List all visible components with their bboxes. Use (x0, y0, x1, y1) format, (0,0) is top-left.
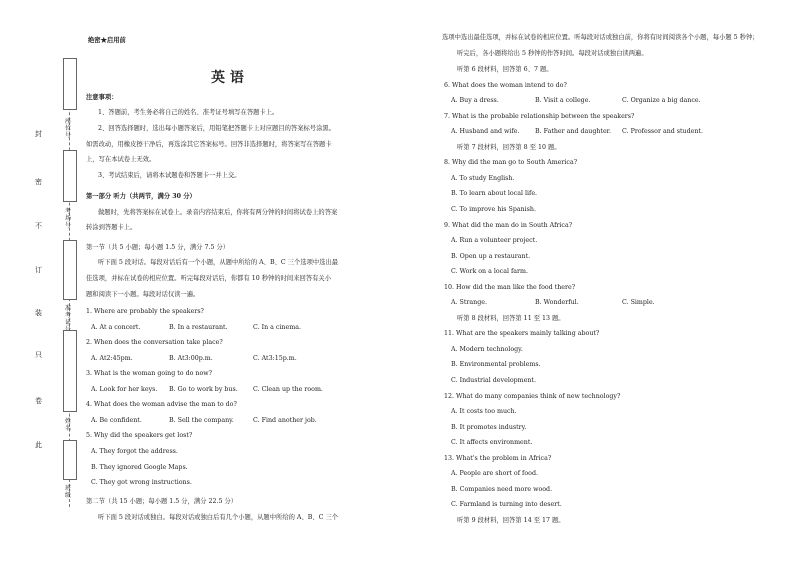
margin-label: 准考证 (64, 305, 71, 326)
seal-char: 卷 (35, 397, 42, 405)
option: B. They ignored Google Maps. (91, 463, 188, 471)
question-text: 10. How did the man like the food there? (444, 283, 576, 291)
option: C. Simple. (622, 299, 655, 307)
option: A. At2:45pm. (91, 355, 133, 362)
notice-line: 2、回答选择题时，选出每小题答案后，用铅笔把答题卡上对应题目的答案标号涂黑。 (98, 125, 335, 132)
section2-intro-line: 选项中选出最佳选项，并标在试卷的相应位置。听每段对话或独白前，你将有时间阅读各个小题，每小题 5 秒钟； (442, 34, 759, 41)
option: C. Industrial development. (451, 377, 536, 384)
option: C. In a cinema. (253, 324, 301, 331)
option: B. In a restaurant. (169, 324, 228, 331)
part1-text-line: 做题时，先将答案标在试卷上。录音内容结束后，你将有两分钟的时间将试卷上的答案 (98, 209, 338, 216)
option: B. Father and daughter. (535, 128, 611, 136)
margin-blank-box (63, 150, 77, 202)
option: A. It costs too much. (451, 408, 517, 416)
option: B. Environmental problems. (451, 361, 541, 369)
option: C. Find another job. (253, 417, 317, 424)
part1-title: 第一部分 听力（共两节，满分 30 分） (86, 193, 196, 200)
question-text: 12. What do many companies think of new technology? (444, 392, 621, 400)
part1-text-line: 转涂到答题卡上。 (86, 224, 137, 231)
margin-blank-box (63, 440, 77, 480)
seal-char: 此 (35, 441, 42, 449)
margin-blank-box (63, 330, 77, 412)
seal-char: 封 (35, 130, 42, 138)
seal-char: 订 (35, 266, 42, 274)
section-note: 听第 6 段材料，回答第 6、7 题。 (457, 66, 553, 73)
option: A. Modern technology. (451, 345, 523, 353)
option: B. Visit a college. (535, 97, 591, 105)
option: A. To study English. (451, 174, 515, 182)
seal-char: 密 (35, 178, 42, 186)
notice-line: 1、答题前，考生务必将自己的姓名、准考证号填写在答题卡上。 (98, 109, 279, 116)
section2-title: 第二节（共 15 小题；每小题 1.5 分，满分 22.5 分） (86, 498, 238, 505)
margin-label: 班级 (64, 485, 71, 499)
option: A. At a concert. (91, 324, 141, 331)
option: C. Organize a big dance. (622, 97, 701, 105)
option: C. To improve his Spanish. (451, 205, 536, 213)
section1-text-line: 听下面 5 段对话。每段对话后有一个小题，从题中所给的 A、B、C 三个选项中选出最 (98, 259, 339, 266)
section2-intro-line: 听完后，各小题将给出 5 秒钟的作答时间。每段对话或独白读两遍。 (457, 50, 648, 57)
section1-text-line: 题和阅读下一小题。每段对话仅读一遍。 (86, 291, 200, 298)
question-text: 2. When does the conversation take place? (86, 339, 223, 346)
seal-char: 不 (35, 222, 42, 230)
option: B. At3:00p.m. (169, 355, 213, 362)
question-text: 5. Why did the speakers get lost? (86, 432, 193, 439)
margin-label: 考场号 (64, 208, 71, 229)
option: A. Look for her keys. (91, 386, 158, 393)
option: B. Open up a restaurant. (451, 252, 531, 260)
notice-title: 注意事项： (86, 94, 118, 101)
page-title: 英 语 (211, 70, 244, 86)
section-note: 听第 9 段材料，回答第 14 至 17 题。 (457, 516, 565, 524)
option: B. Go to work by bus. (169, 386, 238, 393)
option: A. Strange. (451, 299, 487, 307)
section-note: 听第 7 段材料，回答第 8 至 10 题。 (457, 143, 561, 151)
option: A. Husband and wife. (451, 128, 520, 136)
margin-label: 座位号 (64, 118, 71, 139)
margin-blank-box (63, 240, 77, 300)
notice-line: 上，写在本试卷上无效。 (86, 156, 156, 163)
option: B. Wonderful. (535, 299, 579, 307)
option: C. At3:15p.m. (253, 355, 297, 362)
option: A. Buy a dress. (451, 97, 499, 105)
question-text: 4. What does the woman advise the man to do? (86, 401, 237, 408)
question-text: 8. Why did the man go to South America? (444, 159, 578, 167)
section2-text: 听下面 5 段对话或独白。每段对话或独白后有几个小题，从题中所给的 A、B、C 三个 (98, 514, 339, 521)
option: A. Run a volunteer project. (451, 237, 538, 245)
section1-text-line: 佳选项，并标在试卷的相应位置。听完每段对话后，你都有 10 秒钟的时间来回答有关小 (86, 275, 332, 282)
option: B. Sell the company. (169, 417, 234, 424)
section1-title: 第一节（共 5 小题；每小题 1.5 分，满分 7.5 分） (86, 244, 230, 251)
margin-label: 姓名 (64, 418, 71, 432)
question-text: 13. What's the problem in Africa? (444, 454, 552, 462)
option: C. Farmland is turning into desert. (451, 501, 562, 509)
option: A. Be confident. (91, 417, 142, 424)
option: C. Work on a local farm. (451, 268, 529, 276)
option: B. Companies need more wood. (451, 485, 553, 493)
option: C. Clean up the room. (253, 386, 323, 393)
seal-char: 装 (35, 309, 42, 317)
option: C. Professor and student. (622, 128, 703, 136)
question-text: 7. What is the probable relationship between the speakers? (444, 112, 635, 120)
option: B. To learn about local life. (451, 190, 538, 198)
option: C. They got wrong instructions. (91, 479, 192, 486)
option: A. They forgot the address. (91, 448, 178, 455)
question-text: 11. What are the speakers mainly talking about? (444, 330, 600, 338)
secret-label: 绝密★启用前 (88, 37, 126, 44)
option: B. It promotes industry. (451, 423, 527, 431)
option: C. It affects environment. (451, 439, 533, 447)
question-text: 9. What did the man do in South Africa? (444, 221, 573, 229)
notice-line: 3、考试结束后，请将本试题卷和答题卡一并上交。 (98, 172, 241, 179)
section-note: 听第 8 段材料，回答第 11 至 13 题。 (457, 314, 565, 322)
option: A. People are short of food. (451, 470, 538, 478)
question-text: 1. Where are probably the speakers? (86, 308, 204, 315)
question-text: 3. What is the woman going to do now? (86, 370, 213, 377)
margin-blank-box (63, 58, 77, 110)
notice-line: 如需改动，用橡皮擦干净后，再选涂其它答案标号。回答非选择题时，将答案写在答题卡 (86, 141, 332, 148)
seal-char: 只 (35, 351, 42, 359)
question-text: 6. What does the woman intend to do? (444, 81, 567, 89)
